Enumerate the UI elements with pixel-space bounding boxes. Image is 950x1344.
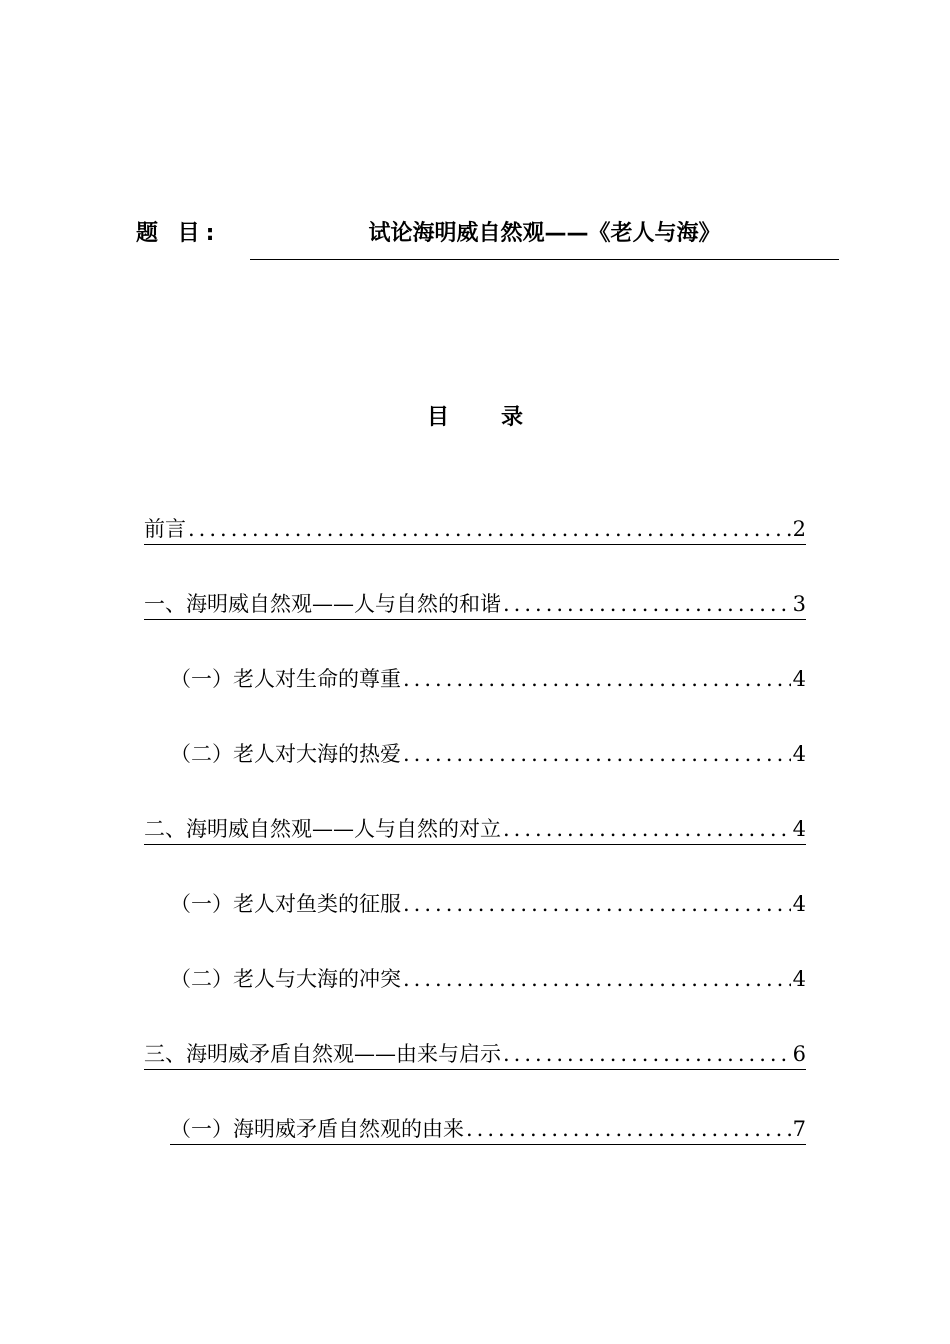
toc-entry-label: （二）老人与大海的冲突 xyxy=(170,967,401,991)
toc-heading: 目录 xyxy=(426,405,575,430)
toc-entry-label: （一）海明威矛盾自然观的由来 xyxy=(170,1117,464,1141)
toc-entry[interactable] xyxy=(170,960,806,994)
toc-entry[interactable] xyxy=(170,735,806,769)
toc-entry-label: 一、海明威自然观——人与自然的和谐 xyxy=(144,592,501,616)
toc-leader-dots xyxy=(503,589,791,619)
toc-leader-dots xyxy=(403,664,791,694)
toc-entry-page: 2 xyxy=(792,517,806,541)
toc-entry-label: （一）老人对鱼类的征服 xyxy=(170,892,401,916)
toc-leader-dots xyxy=(466,1114,791,1144)
toc-entry[interactable] xyxy=(170,1110,806,1145)
title-row xyxy=(136,214,839,264)
toc-entry[interactable] xyxy=(144,810,806,845)
toc-entry-page: 3 xyxy=(792,592,806,616)
title-label: 题 目: xyxy=(136,221,221,246)
toc-entry-page: 4 xyxy=(792,892,806,916)
toc-leader-dots xyxy=(403,739,791,769)
toc-entry-label: （一）老人对生命的尊重 xyxy=(170,667,401,691)
toc-entry-page: 4 xyxy=(792,742,806,766)
toc-entry[interactable] xyxy=(170,885,806,919)
toc-entry[interactable] xyxy=(144,585,806,620)
toc-entry-page: 4 xyxy=(792,817,806,841)
toc-leader-dots xyxy=(188,514,791,544)
title-underline xyxy=(250,259,839,260)
toc-entry-page: 7 xyxy=(792,1117,806,1141)
toc-entry-label: （二）老人对大海的热爱 xyxy=(170,742,401,766)
toc-entry-label: 二、海明威自然观——人与自然的对立 xyxy=(144,817,501,841)
toc-entry-page: 4 xyxy=(792,967,806,991)
toc-entry-page: 4 xyxy=(792,667,806,691)
thesis-title: 试论海明威自然观——《老人与海》 xyxy=(368,221,721,246)
toc-entry-label: 前言 xyxy=(144,517,186,541)
toc-leader-dots xyxy=(503,1039,791,1069)
toc-leader-dots xyxy=(503,814,791,844)
toc-entry-label: 三、海明威矛盾自然观——由来与启示 xyxy=(144,1042,501,1066)
toc-entry[interactable] xyxy=(170,660,806,694)
toc-leader-dots xyxy=(403,889,791,919)
toc-leader-dots xyxy=(403,964,791,994)
toc-entry[interactable] xyxy=(144,1035,806,1070)
toc-entry[interactable] xyxy=(144,510,806,545)
toc-entry-page: 6 xyxy=(792,1042,806,1066)
